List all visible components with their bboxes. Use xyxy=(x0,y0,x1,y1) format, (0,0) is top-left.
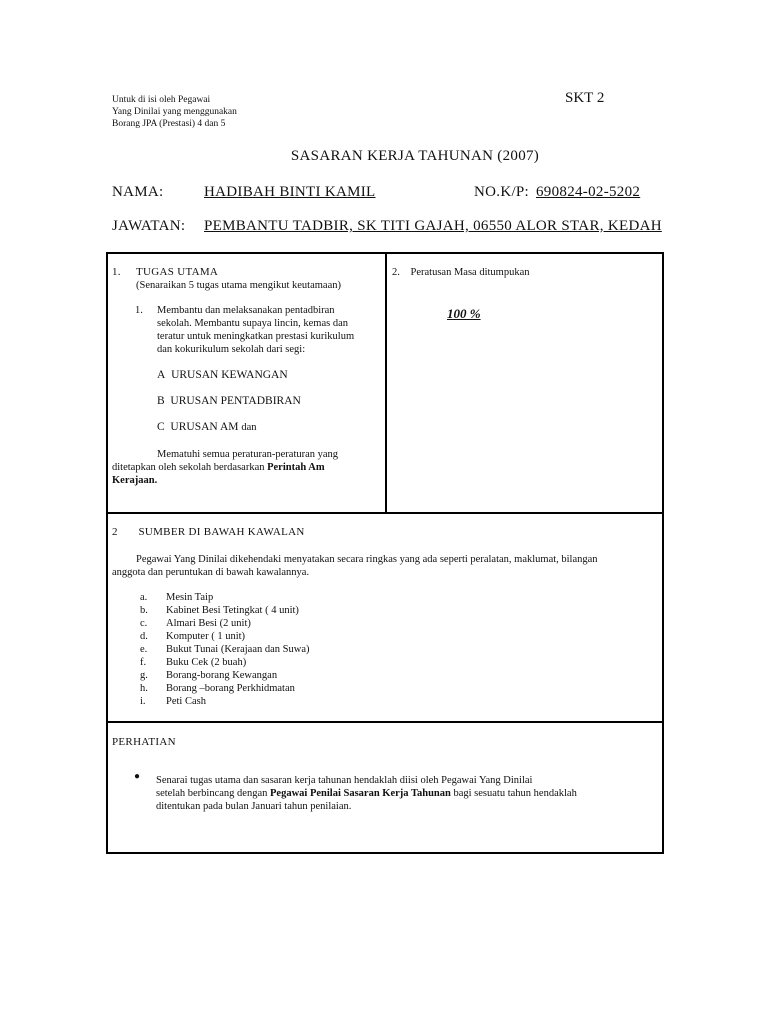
sumber-item-c-text: Almari Besi (2 unit) xyxy=(166,618,251,629)
form-code: SKT 2 xyxy=(565,90,605,106)
tugas-item-line-3: teratur untuk meningkatkan prestasi kurikulum xyxy=(157,331,355,342)
subitem-c-text: URUSAN AM xyxy=(170,421,239,433)
peratusan-value: 100 % xyxy=(447,306,481,321)
subitem-a xyxy=(157,369,288,381)
sumber-item-i-text: Peti Cash xyxy=(166,696,206,707)
peratusan-label: Peratusan Masa ditumpukan xyxy=(410,267,530,278)
subitem-b xyxy=(157,395,301,407)
perhatian-text xyxy=(156,774,577,813)
sumber-item-d xyxy=(140,630,309,643)
document-title: SASARAN KERJA TAHUNAN (2007) xyxy=(290,148,540,164)
nama-value: HADIBAH BINTI KAMIL xyxy=(204,184,376,200)
usage-note-line-1: Untuk di isi oleh Pegawai xyxy=(112,95,211,105)
sumber-item-i xyxy=(140,695,309,708)
closing-bold-2: Kerajaan. xyxy=(112,475,158,486)
usage-note-line-3: Borang JPA (Prestasi) 4 dan 5 xyxy=(112,119,226,129)
kp-label: NO.K/P: xyxy=(474,184,530,200)
sumber-item-a-mark: a. xyxy=(140,592,148,603)
subitem-c-letter: C xyxy=(157,421,165,433)
perhatian-heading: PERHATIAN xyxy=(112,736,176,748)
sumber-item-g xyxy=(140,669,309,682)
sumber-item-c xyxy=(140,617,309,630)
sumber-item-d-text: Komputer ( 1 unit) xyxy=(166,631,246,642)
tugas-item-line-4: dan kokurikulum sekolah dari segi: xyxy=(157,344,306,355)
subitem-c-suffix: dan xyxy=(241,422,257,433)
sumber-number: 2 xyxy=(112,526,118,538)
usage-note-line-2: Yang Dinilai yang menggunakan xyxy=(112,107,237,117)
sumber-item-i-mark: i. xyxy=(140,696,146,707)
usage-note xyxy=(112,94,237,130)
sumber-item-b-text: Kabinet Besi Tetingkat ( 4 unit) xyxy=(166,605,299,616)
tugas-item-number: 1. xyxy=(135,305,143,316)
tugas-instruction: (Senaraikan 5 tugas utama mengikut keutamaan) xyxy=(136,280,341,291)
closing-bold-1: Perintah Am xyxy=(267,462,325,473)
subitem-a-text: URUSAN KEWANGAN xyxy=(171,369,288,381)
sumber-desc-line-2: anggota dan peruntukan di bawah kawalannya. xyxy=(112,567,310,578)
tugas-heading: TUGAS UTAMA xyxy=(136,266,219,278)
tugas-closing xyxy=(112,448,382,487)
sumber-item-f-mark: f. xyxy=(140,657,147,668)
column-divider xyxy=(385,252,387,514)
sumber-desc-line-1: Pegawai Yang Dinilai dikehendaki menyatakan secara ringkas yang ada seperti peralatan, maklumat, bilangan xyxy=(136,554,598,565)
peratusan-section xyxy=(392,266,529,279)
sumber-item-h xyxy=(140,682,309,695)
sumber-heading-row xyxy=(112,526,305,539)
kp-value: 690824-02-5202 xyxy=(536,184,641,200)
sumber-item-g-mark: g. xyxy=(140,670,148,681)
closing-line-1: Mematuhi semua peraturan-peraturan yang xyxy=(157,449,339,460)
peratusan-number: 2. xyxy=(392,267,400,278)
tugas-section xyxy=(112,266,341,292)
sumber-item-a xyxy=(140,591,309,604)
sumber-item-g-text: Borang-borang Kewangan xyxy=(166,670,278,681)
sumber-item-e-mark: e. xyxy=(140,644,148,655)
sumber-item-b xyxy=(140,604,309,617)
perhatian-line-1: Senarai tugas utama dan sasaran kerja tahunan hendaklah diisi oleh Pegawai Yang Dinilai xyxy=(156,775,533,786)
tugas-number: 1. xyxy=(112,266,121,278)
subitem-a-letter: A xyxy=(157,369,166,381)
sumber-item-e xyxy=(140,643,309,656)
tugas-item-1 xyxy=(135,304,354,356)
perhatian-line-2-post: bagi sesuatu tahun hendaklah xyxy=(450,788,577,799)
sumber-item-f-text: Buku Cek (2 buah) xyxy=(166,657,247,668)
closing-line-2: ditetapkan oleh sekolah berdasarkan xyxy=(112,462,268,473)
jawatan-label: JAWATAN: xyxy=(112,218,186,234)
jawatan-value: PEMBANTU TADBIR, SK TITI GAJAH, 06550 ALOR STAR, KEDAH xyxy=(204,218,662,234)
perhatian-line-3: ditentukan pada bulan Januari tahun penilaian. xyxy=(156,801,352,812)
bullet-icon: ● xyxy=(134,771,141,782)
subitem-b-letter: B xyxy=(157,395,165,407)
sumber-item-d-mark: d. xyxy=(140,631,148,642)
tugas-item-line-1: Membantu dan melaksanakan pentadbiran xyxy=(157,305,335,316)
subitem-b-text: URUSAN PENTADBIRAN xyxy=(170,395,301,407)
tugas-item-line-2: sekolah. Membantu supaya lincin, kemas dan xyxy=(157,318,348,329)
sumber-item-b-mark: b. xyxy=(140,605,148,616)
sumber-list xyxy=(140,591,309,708)
sumber-description xyxy=(112,553,598,579)
perhatian-line-2-bold: Pegawai Penilai Sasaran Kerja Tahunan xyxy=(270,788,451,799)
perhatian-line-2-pre: setelah berbincang dengan xyxy=(156,788,270,799)
sumber-item-h-text: Borang –borang Perkhidmatan xyxy=(166,683,295,694)
nama-label: NAMA: xyxy=(112,184,164,200)
sumber-item-f xyxy=(140,656,309,669)
subitem-c xyxy=(157,421,257,433)
sumber-item-h-mark: h. xyxy=(140,683,148,694)
sumber-item-e-text: Bukut Tunai (Kerajaan dan Suwa) xyxy=(166,644,310,655)
sumber-item-c-mark: c. xyxy=(140,618,148,629)
sumber-heading: SUMBER DI BAWAH KAWALAN xyxy=(138,526,305,538)
sumber-item-a-text: Mesin Taip xyxy=(166,592,214,603)
